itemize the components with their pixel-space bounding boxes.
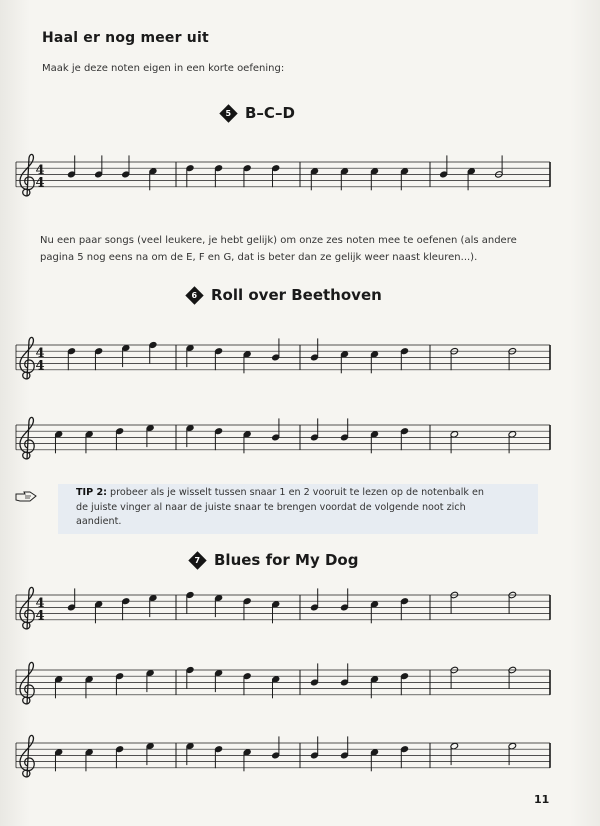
page-heading: Haal er nog meer uit (42, 30, 209, 46)
pointing-hand-icon (15, 490, 37, 504)
staff-ex6-line2 (0, 405, 600, 475)
time-signature-bottom: 4 (35, 175, 45, 191)
staff-ex5 (0, 142, 600, 202)
intro-text: Maak je deze noten eigen in een korte oefening: (42, 63, 285, 74)
exercise-7-title (191, 551, 358, 569)
time-signature-top: 4 (35, 596, 45, 611)
exercise-title-text: Roll over Beethoven (211, 286, 382, 304)
time-signature-top: 4 (35, 163, 45, 178)
tip-text (76, 486, 496, 530)
exercise-number: 6 (191, 289, 198, 299)
exercise-title-text: B–C–D (245, 104, 295, 122)
staff-ex7-line2 (0, 650, 600, 720)
exercise-number: 7 (194, 554, 201, 564)
treble-clef-icon (20, 735, 34, 777)
exercise-number: 5 (225, 107, 232, 117)
body-paragraph: Nu een paar songs (veel leukere, je hebt gelijk) om onze zes noten mee te oefenen (als andere pagina 5 nog eens na om de E, F en G, dat is beter dan ze gelijk weer naast kleuren...). (40, 235, 517, 263)
exercise-6-title (188, 286, 382, 304)
exercise-title-text: Blues for My Dog (214, 551, 359, 569)
page-number: 11 (534, 793, 550, 806)
treble-clef-icon (20, 587, 34, 629)
tip-body: probeer als je wisselt tussen snaar 1 en 2 vooruit te lezen op de notenbalk en de juiste vinger al naar de juiste snaar te brengen voordat de volgende noot zich aandient. (76, 487, 485, 527)
exercise-number-icon (188, 551, 206, 569)
treble-clef-icon (20, 417, 34, 459)
time-signature-bottom: 4 (35, 608, 45, 624)
staff-ex6-line1 (0, 325, 600, 395)
staff-ex7-line3 (0, 723, 600, 793)
treble-clef-icon (20, 337, 34, 379)
time-signature-bottom: 4 (35, 358, 45, 374)
treble-clef-icon (20, 154, 34, 196)
exercise-5-title (222, 104, 295, 122)
tip-label: TIP 2: (76, 487, 107, 498)
treble-clef-icon (20, 662, 34, 704)
exercise-number-icon (185, 286, 203, 304)
staff-ex7-line1 (0, 575, 600, 645)
time-signature-top: 4 (35, 346, 45, 361)
exercise-number-icon (219, 104, 237, 122)
